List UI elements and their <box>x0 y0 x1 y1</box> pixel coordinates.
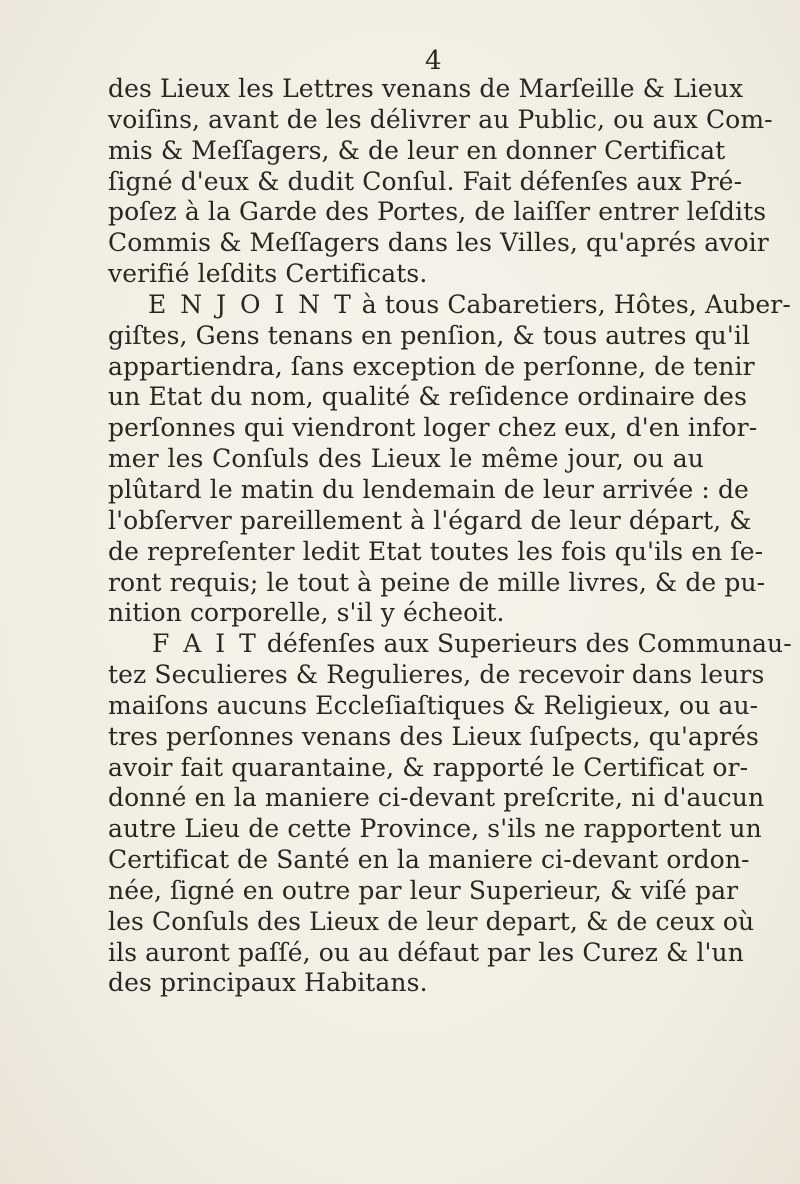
text-line: les Conſuls des Lieux de leur depart, & de ceux où <box>108 906 755 936</box>
paragraph-lead-line <box>108 629 792 660</box>
text-line: perſonnes qui viendront loger chez eux, d'en infor- <box>108 413 758 443</box>
text-line: de repreſenter ledit Etat toutes les fois qu'ils en ſe- <box>108 536 764 566</box>
text-line: autre Lieu de cette Province, s'ils ne rapportent un <box>108 814 762 844</box>
text-line: avoir fait quarantaine, & rapporté le Certificat or- <box>108 752 749 782</box>
text-line-rest: défenſes aux Superieurs des Communau- <box>258 629 792 659</box>
text-line: tres perſonnes venans des Lieux ſuſpects, qu'aprés <box>108 721 759 751</box>
text-line: plûtard le matin du lendemain de leur arrivée : de <box>108 474 749 504</box>
text-line: des principaux Habitans. <box>108 968 428 998</box>
text-line: poſez à la Garde des Portes, de laiſſer entrer leſdits <box>108 197 767 227</box>
text-line: giſtes, Gens tenans en penſion, & tous autres qu'il <box>108 320 751 350</box>
text-line: tez Seculieres & Regulieres, de recevoir dans leurs <box>108 660 765 690</box>
text-line: donné en la maniere ci-devant preſcrite, ni d'aucun <box>108 783 765 813</box>
text-line: ſigné d'eux & dudit Conſul. Fait défenſes aux Pré- <box>108 166 743 196</box>
text-line: nition corporelle, s'il y écheoit. <box>108 598 505 628</box>
text-line: l'obſerver pareillement à l'égard de leur départ, & <box>108 505 752 535</box>
text-line: née, ſigné en outre par leur Superieur, & viſé par <box>108 875 739 905</box>
text-line: Certificat de Santé en la maniere ci-devant ordon- <box>108 845 750 875</box>
text-line: un Etat du nom, qualité & reſidence ordinaire des <box>108 382 747 412</box>
page-number: 4 <box>425 46 442 76</box>
text-line: maiſons aucuns Eccleſiaſtiques & Religieux, ou au- <box>108 690 759 720</box>
text-line: appartiendra, ſans exception de perſonne, de tenir <box>108 351 755 381</box>
paragraph-lead-word: E N J O I N T <box>148 289 354 319</box>
text-line: Commis & Meſſagers dans les Villes, qu'aprés avoir <box>108 228 769 258</box>
paragraph-lead-word: F A I T <box>152 629 259 659</box>
text-line: ils auront paſſé, ou au défaut par les Curez & l'un <box>108 937 744 967</box>
paragraph-lead-line <box>108 289 791 321</box>
text-line: ront requis; le tout à peine de mille livres, & de pu- <box>108 567 766 597</box>
text-line: verifié leſdits Certificats. <box>108 259 428 289</box>
text-line-rest: à tous Cabaretiers, Hôtes, Auber- <box>353 289 791 319</box>
text-line: mer les Conſuls des Lieux le même jour, ou au <box>108 444 704 474</box>
body-text <box>108 74 792 999</box>
text-line: des Lieux les Lettres venans de Marſeille & Lieux <box>108 74 744 103</box>
text-line: voiſins, avant de les délivrer au Public, ou aux Com- <box>108 104 773 134</box>
text-line: mis & Meſſagers, & de leur en donner Certificat <box>108 135 726 165</box>
